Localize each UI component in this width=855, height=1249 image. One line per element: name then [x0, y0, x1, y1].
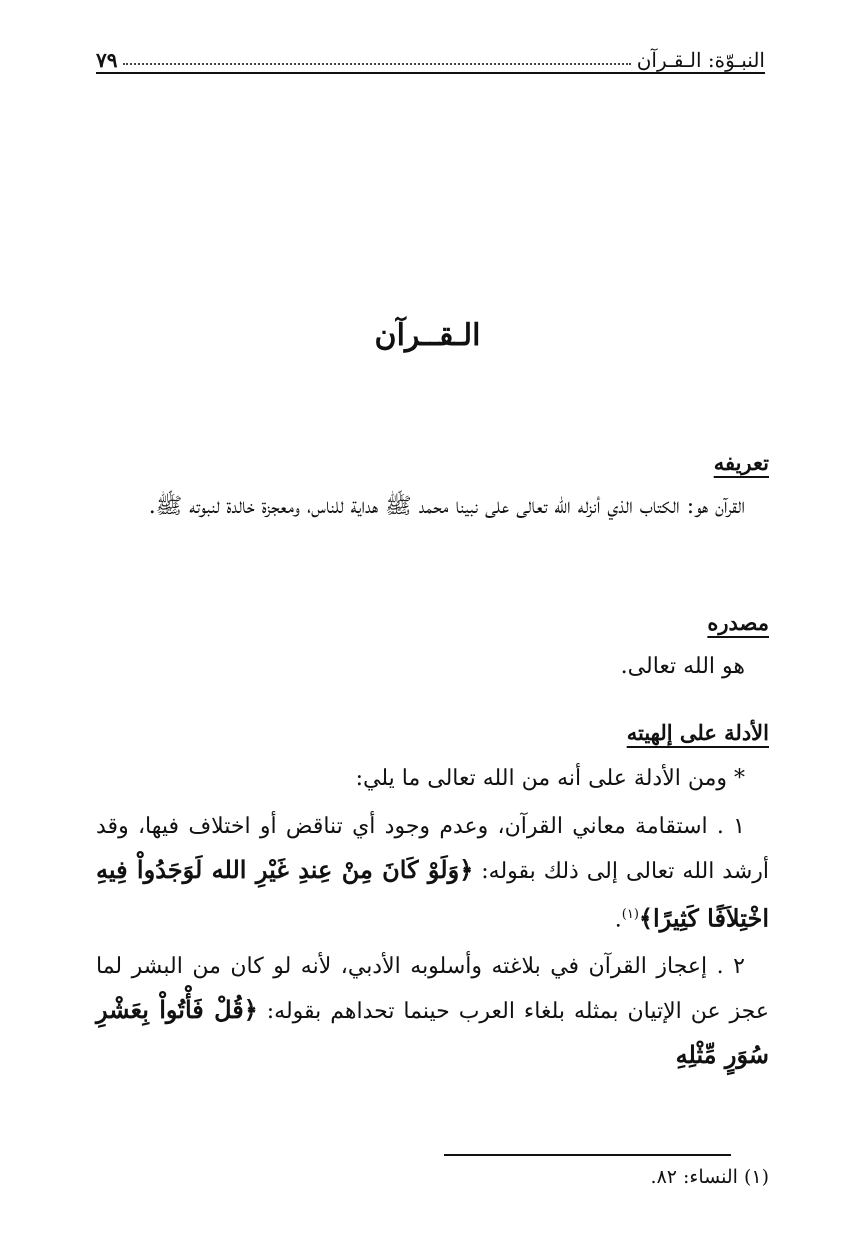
item-2-text: ٢ . إعجاز القرآن في بلاغته وأسلوبه الأدبي، لأنه لو كان من البشر لما عجز عن الإتيان بمثله بلغاء العرب حينما تحداهم بقوله: — [96, 954, 769, 1024]
footnote: (١) النساء: ٨٢. — [650, 1166, 769, 1188]
item-1-text: ١ . استقامة معاني القرآن، وعدم وجود أي تناقض أو اختلاف فيها، وقد أرشد الله تعالى إلى ذلك بقوله: — [96, 814, 770, 884]
footnote-separator — [444, 1154, 731, 1156]
header-title: النبـوّة: الـقـرآن — [636, 48, 765, 72]
item-1-verse: ﴿وَلَوْ كَانَ مِنْ عِندِ غَيْرِ الله لَوَجَدُواْ فِيهِ اخْتِلاَفًا كَثِيرًا﴾ — [96, 855, 769, 933]
item-2-verse: ﴿قُلْ فَأْتُواْ بِعَشْرِ سُوَرٍ مِّثْلِهِ — [96, 995, 769, 1069]
heading-source: مصدره — [707, 610, 769, 635]
item-1-end: . — [614, 907, 622, 933]
evidence-item-1 — [96, 805, 769, 941]
source-paragraph: هو الله تعالى. — [620, 654, 745, 679]
header-leader-dots — [123, 62, 630, 65]
evidence-item-2 — [96, 945, 769, 1078]
footnote-ref-1: (١) — [621, 907, 639, 922]
chapter-title: الـقــرآن — [374, 318, 481, 353]
running-header — [96, 38, 765, 74]
heading-definition: تعريفه — [713, 450, 769, 475]
definition-paragraph: القرآن هو: الكتاب الذي أنزله الله تعالى على نبينا محمد ﷺ هداية للناس، ومعجزة خالدة لنبوته ﷺ. — [148, 494, 745, 519]
page-number: ٧٩ — [96, 48, 118, 72]
heading-evidence: الأدلة على إلهيته — [626, 720, 769, 745]
evidence-intro: * ومن الأدلة على أنه من الله تعالى ما يلي: — [355, 766, 745, 791]
